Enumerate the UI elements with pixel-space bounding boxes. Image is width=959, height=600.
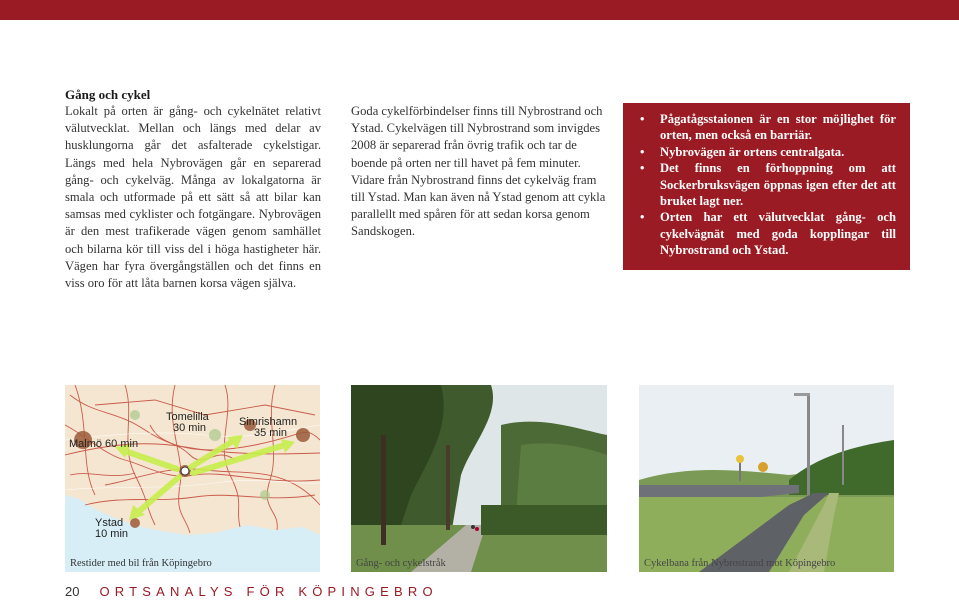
bullet-icon: • xyxy=(640,112,645,126)
highlight-text: Pågatågsstaionen är en stor möjlighet för orten, men också en barriär. xyxy=(660,112,896,143)
highlight-text: Nybrovägen är ortens centralgata. xyxy=(660,144,845,159)
highlights-list xyxy=(637,111,896,259)
paragraph-walking-cycling: Lokalt på orten är gång- och cykelnätet relativt välutvecklat. Mellan och längs med delar av husklungorna går det asfalterade cykelstigar. Längs med hela Nybrovägen går en separerad gång- och cykelväg. Många av lokalgatorna är smala och utformade på ett sätt så att bilar kan samsas med cyklister och fotgängare. Nybrovägen är den mest trafikerade vägen genom samhället och bilarna kör till viss del i höga hastigheter här. Vägen har fyra övergångställen och det finns en viss oro för att låta barnen korsa vägen själva. xyxy=(65,104,321,291)
map-label-malmo: Malmö 60 min xyxy=(69,438,139,450)
map-caption: Restider med bil från Köpingebro xyxy=(70,558,212,569)
map-label-tomelilla: Tomelilla xyxy=(166,411,209,423)
top-color-bar xyxy=(0,0,959,20)
photo-graphic xyxy=(351,385,607,572)
highlight-item xyxy=(637,144,896,160)
map-label-simrishamn: Simrishamn xyxy=(239,416,298,428)
photo-graphic xyxy=(639,385,894,572)
paragraph-bike-connections: Goda cykelförbindelser finns till Nybrostrand och Ystad. Cykelvägen till Nybrostrand som invigdes 2008 är separerad från övrig trafik och tar de boende på orten ner till havet på fem minuter. Vidare från Nybrostrand finns det cykelväg fram till Ystad. Man kan även nå Ystad genom att cykla parallellt med spåren för att sedan korsa genom Sandskogen. xyxy=(351,104,606,239)
page-footer xyxy=(65,584,438,599)
highlight-item xyxy=(637,111,896,144)
photo-walking-path xyxy=(351,385,607,572)
map-label-tomelilla-time: 30 min xyxy=(173,422,207,434)
highlight-item xyxy=(637,160,896,209)
highlight-text: Det finns en förhoppning om att Sockerbruksvägen öppnas igen efter det att bruket lagt ner. xyxy=(660,161,896,209)
map-label-ystad-time: 10 min xyxy=(95,528,129,540)
text-column-2 xyxy=(351,103,608,241)
map-label-ystad: Ystad xyxy=(95,517,124,529)
section-heading: Gång och cykel xyxy=(65,87,151,102)
bullet-icon: • xyxy=(640,161,645,176)
photo-bike-lane xyxy=(639,385,894,572)
highlight-item xyxy=(637,209,896,258)
page-number: 20 xyxy=(65,584,80,599)
photo2-caption: Gång- och cykelstråk xyxy=(356,558,446,569)
map-graphic xyxy=(65,385,320,572)
photo3-caption: Cykelbana från Nybrostrand mot Köpingebro xyxy=(644,558,836,569)
bullet-icon: • xyxy=(640,144,645,159)
highlight-text: Orten har ett välutvecklat gång- och cykelvägnät med goda kopplingar till Nybrostrand och Ystad. xyxy=(660,210,896,258)
highlights-box xyxy=(623,103,910,270)
text-column-1 xyxy=(65,86,321,292)
bullet-icon: • xyxy=(640,210,645,225)
document-title: ORTSANALYS FÖR KÖPINGEBRO xyxy=(99,584,438,599)
map-label-simrishamn-time: 35 min xyxy=(254,427,288,439)
travel-time-map xyxy=(65,385,320,572)
